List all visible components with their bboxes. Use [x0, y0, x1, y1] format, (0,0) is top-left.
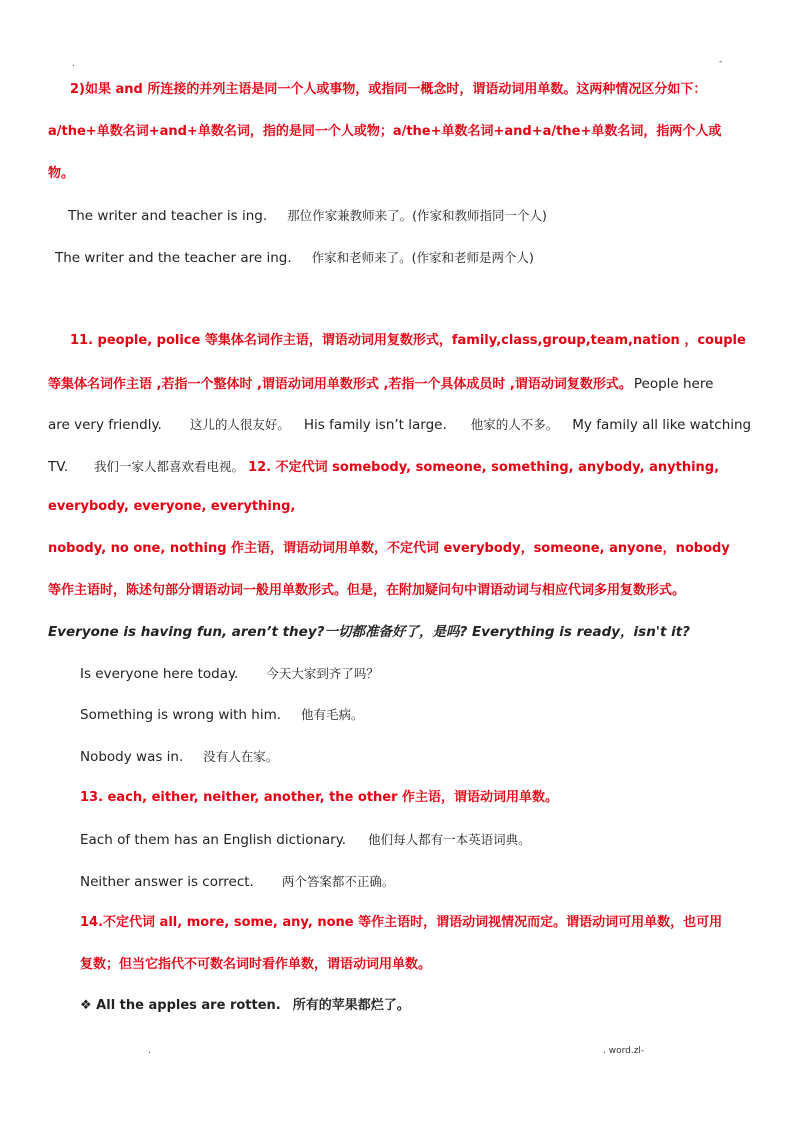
example-en: Nobody was in.: [80, 749, 184, 765]
paragraph-rule-14: 14.不定代词 all, more, some, any, none 等作主语时，谓语动词视情况而定。谓语动词可用单数，也可用: [80, 915, 723, 930]
header-dot-right: -: [719, 57, 723, 67]
example-en: The writer and the teacher are ing.: [55, 250, 292, 266]
example-cn: 他们每人都有一本英语词典。: [368, 832, 531, 847]
example-cn: 他家的人不多。: [470, 417, 559, 432]
example-cn: 两个答案都不正确。: [281, 874, 395, 889]
example-cn: 那位作家兼教师来了。(作家和教师指同一个人): [287, 208, 547, 223]
header-dot-left: .: [72, 59, 75, 69]
example-nobody-in: [80, 747, 278, 767]
example-apples-rotten: [80, 996, 410, 1016]
example-line-tv: [48, 456, 719, 478]
paragraph-rule-14-cont: 复数；但当它指代不可数名词时看作单数，谓语动词用单数。: [80, 957, 432, 972]
paragraph-rule-12: 12. 不定代词 somebody, someone, something, anybody, anything,: [248, 460, 720, 475]
example-writer-teacher-two: [55, 248, 534, 268]
example-cn: 他有毛病。: [301, 707, 364, 722]
example-cn: 我们一家人都喜欢看电视。: [94, 459, 245, 474]
example-writer-teacher-same: [68, 206, 547, 226]
example-en: ❖ All the apples are rotten.: [80, 998, 281, 1013]
example-en: The writer and teacher is ing.: [68, 208, 268, 224]
example-cn: 所有的苹果都烂了。: [292, 998, 410, 1013]
example-en: Each of them has an English dictionary.: [80, 832, 347, 848]
example-cn: 今天大家到齐了吗？: [266, 666, 379, 681]
paragraph-rule-12-tag: 等作主语时，陈述句部分谓语动词一般用单数形式。但是，在附加疑问句中谓语动词与相应代词多用复数形式。: [48, 583, 686, 598]
paragraph-rule-2-end: 物。: [48, 166, 75, 181]
example-en: TV.: [48, 459, 69, 475]
example-cn: 作家和老师来了。(作家和老师是两个人): [311, 250, 534, 265]
rule-11-text: 等集体名词作主语 ,若指一个整体时 ,谓语动词用单数形式 ,若指一个具体成员时 ,谓语动词复数形式。: [48, 377, 632, 392]
example-en: People here: [633, 376, 714, 392]
paragraph-rule-2-intro: 2)如果 and 所连接的并列主语是同一个人或事物，或指同一概念时，谓语动词用单数。这两种情况区分如下：: [70, 82, 707, 97]
example-en: Neither answer is correct.: [80, 874, 254, 890]
example-en: Is everyone here today.: [80, 666, 239, 682]
example-everyone-here: [80, 664, 379, 684]
paragraph-rule-13: 13. each, either, neither, another, the other 作主语，谓语动词用单数。: [80, 790, 559, 805]
example-en: are very friendly.: [48, 417, 162, 433]
example-something-wrong: [80, 705, 364, 725]
example-line-family: [48, 415, 751, 435]
paragraph-rule-11-cont: [48, 373, 713, 395]
paragraph-rule-12-cont: everybody, everyone, everything,: [48, 499, 296, 514]
example-en: His family isn’t large.: [303, 417, 447, 433]
footer-left: .: [148, 1046, 151, 1056]
example-each-dictionary: [80, 830, 531, 850]
paragraph-rule-2-detail: a/the+单数名词+and+单数名词，指的是同一个人或物；a/the+单数名词+and+a/the+单数名词，指两个人或: [48, 124, 722, 139]
example-tag-questions: Everyone is having fun, aren’t they?一切都准备好了，是吗? Everything is ready，isn't it?: [48, 624, 691, 640]
example-cn: 没有人在家。: [203, 749, 279, 764]
example-en: My family all like watching: [572, 417, 752, 433]
example-en: Something is wrong with him.: [80, 707, 282, 723]
example-neither-answer: [80, 872, 394, 892]
example-cn: 这儿的人很友好。: [189, 417, 290, 432]
footer-right: . word.zl-: [603, 1046, 645, 1056]
paragraph-rule-12-nobody: nobody, no one, nothing 作主语，谓语动词用单数，不定代词 everybody，someone, anyone，nobody: [48, 541, 730, 556]
paragraph-rule-11: 11. people, police 等集体名词作主语，谓语动词用复数形式，family,class,group,team,nation ，couple: [70, 333, 746, 348]
